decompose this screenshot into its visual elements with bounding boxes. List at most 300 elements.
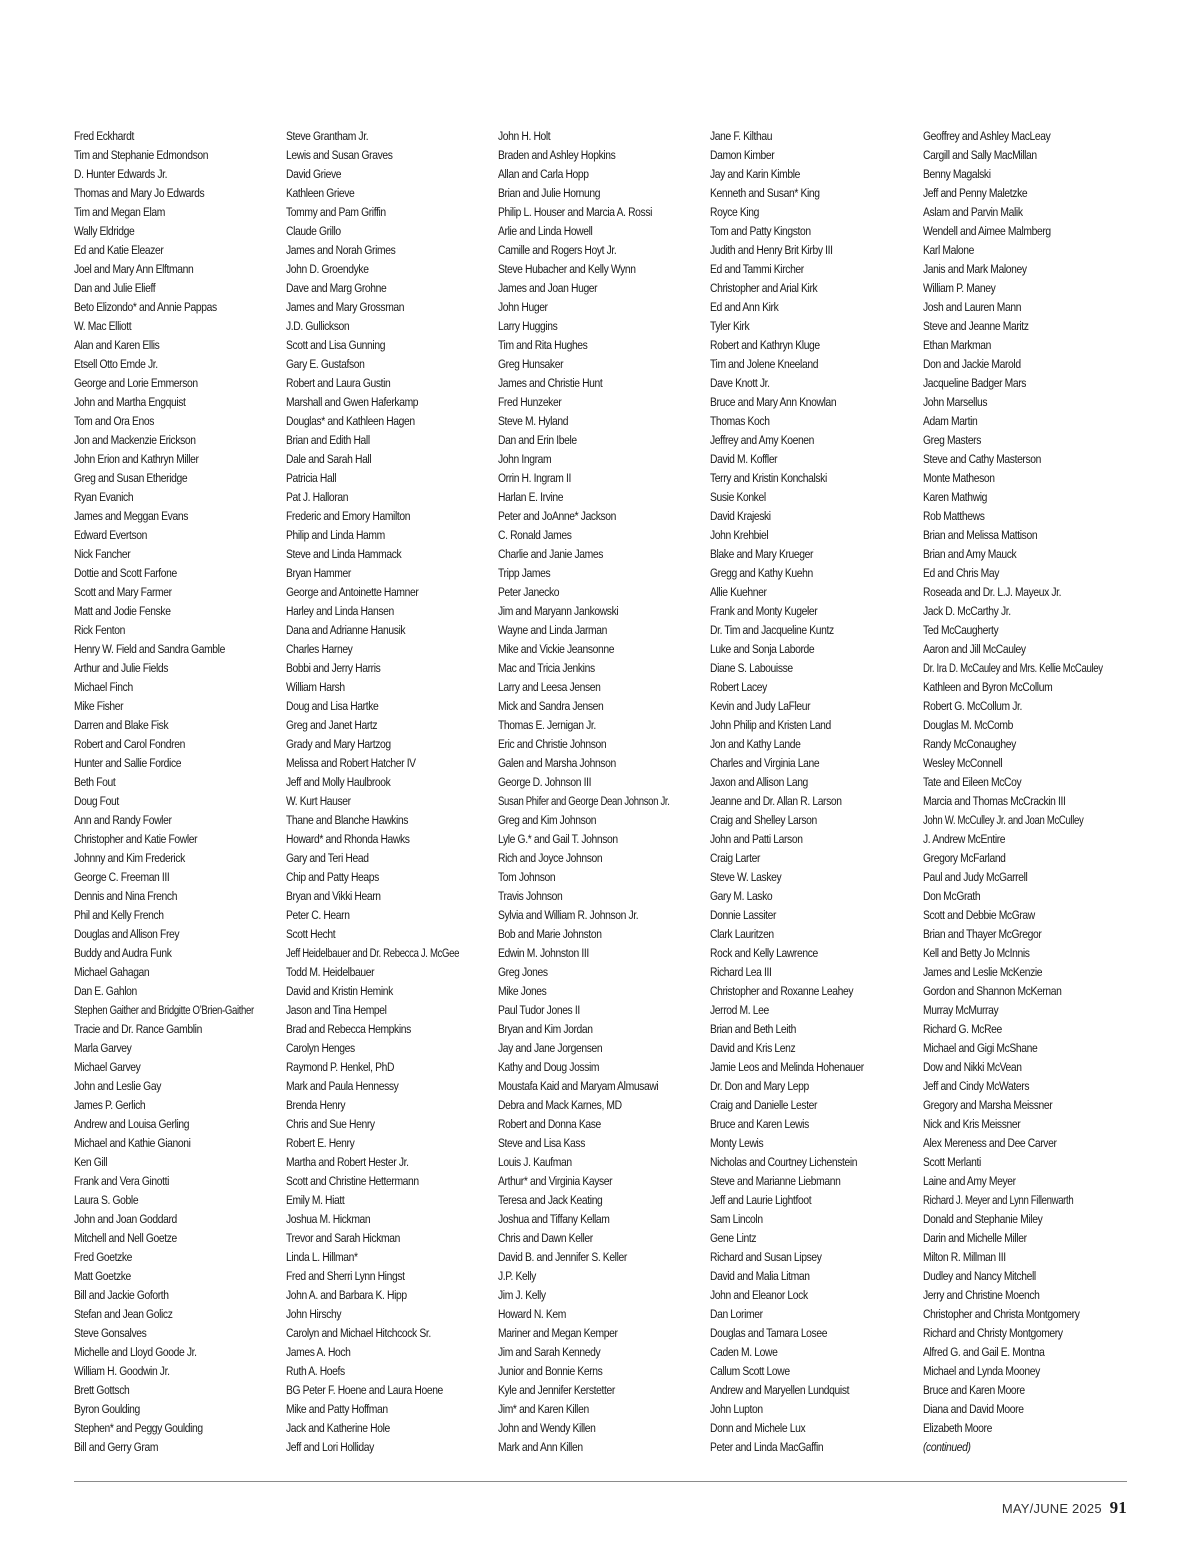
donor-name: John and Eleanor Lock [710, 1288, 808, 1302]
donor-name: Charles Harney [286, 642, 353, 656]
donor-name: John and Joan Goddard [74, 1212, 177, 1226]
donor-name: Linda L. Hillman* [286, 1250, 358, 1264]
donor-name: Jim* and Karen Killen [498, 1402, 589, 1416]
donor-name: Travis Johnson [498, 889, 563, 903]
donor-name: Moustafa Kaid and Maryam Almusawi [498, 1079, 659, 1093]
donor-name: Jane F. Kilthau [710, 129, 773, 143]
donor-name: Bruce and Mary Ann Knowlan [710, 395, 837, 409]
donor-name: Jim J. Kelly [498, 1288, 546, 1302]
donor-name: John Hirschy [286, 1307, 342, 1321]
donor-name: Clark Lauritzen [710, 927, 774, 941]
donor-name: Larry Huggins [498, 319, 558, 333]
donor-name: Chip and Patty Heaps [286, 870, 379, 884]
donor-name: Dave Knott Jr. [710, 376, 770, 390]
donor-name: Tyler Kirk [710, 319, 750, 333]
donor-name: Roseada and Dr. L.J. Mayeux Jr. [923, 585, 1062, 599]
donor-name: Orrin H. Ingram II [498, 471, 571, 485]
donor-name: Tommy and Pam Griffin [286, 205, 386, 219]
donor-name: James A. Hoch [286, 1345, 351, 1359]
donor-name: Donnie Lassiter [710, 908, 777, 922]
donor-name: Monte Matheson [923, 471, 995, 485]
donor-name: Brenda Henry [286, 1098, 346, 1112]
donor-name: Ed and Katie Eleazer [74, 243, 164, 257]
donor-name: Steve and Linda Hammack [286, 547, 402, 561]
donor-name: Byron Goulding [74, 1402, 140, 1416]
donor-name: Caden M. Lowe [710, 1345, 778, 1359]
donor-name: C. Ronald James [498, 528, 572, 542]
donor-name: Dana and Adrianne Hanusik [286, 623, 406, 637]
donor-name: Mike and Patty Hoffman [286, 1402, 388, 1416]
donor-name: Richard and Susan Lipsey [710, 1250, 822, 1264]
donor-name: Tracie and Dr. Rance Gamblin [74, 1022, 202, 1036]
donor-name: David and Malia Litman [710, 1269, 810, 1283]
donor-name: Jay and Jane Jorgensen [498, 1041, 603, 1055]
donor-name: John H. Holt [498, 129, 551, 143]
donor-name: Jon and Kathy Lande [710, 737, 801, 751]
donor-name: Frank and Monty Kugeler [710, 604, 818, 618]
donor-name: Michael Gahagan [74, 965, 150, 979]
donor-name: Brian and Julie Hornung [498, 186, 601, 200]
donor-name: Craig and Danielle Lester [710, 1098, 818, 1112]
donor-name: Thomas E. Jernigan Jr. [498, 718, 596, 732]
donor-name: Gregory and Marsha Meissner [923, 1098, 1053, 1112]
donor-name: Tom and Ora Enos [74, 414, 155, 428]
donor-name: Andrew and Maryellen Lundquist [710, 1383, 850, 1397]
donor-name: Christopher and Christa Montgomery [923, 1307, 1080, 1321]
donor-name: Douglas* and Kathleen Hagen [286, 414, 415, 428]
donor-name: Brad and Rebecca Hempkins [286, 1022, 411, 1036]
donor-name: Howard* and Rhonda Hawks [286, 832, 410, 846]
donor-name: Bruce and Karen Lewis [710, 1117, 809, 1131]
donor-name: Peter and Linda MacGaffin [710, 1440, 824, 1454]
donor-name: Melissa and Robert Hatcher IV [286, 756, 416, 770]
donor-name: Mike Jones [498, 984, 547, 998]
donor-name: Douglas and Allison Frey [74, 927, 180, 941]
donor-name: Steve and Cathy Masterson [923, 452, 1042, 466]
donor-name: Tim and Jolene Kneeland [710, 357, 819, 371]
donor-name: Laine and Amy Meyer [923, 1174, 1016, 1188]
donor-name: Etsell Otto Emde Jr. [74, 357, 158, 371]
donor-name: James and Leslie McKenzie [923, 965, 1043, 979]
donor-name: John D. Groendyke [286, 262, 369, 276]
donor-name: James and Norah Grimes [286, 243, 396, 257]
donor-name: Douglas and Tamara Losee [710, 1326, 828, 1340]
donor-name: James P. Gerlich [74, 1098, 146, 1112]
donor-name: Donald and Stephanie Miley [923, 1212, 1043, 1226]
donor-name: Nick and Kris Meissner [923, 1117, 1021, 1131]
donor-name: John Ingram [498, 452, 552, 466]
donor-name: Janis and Mark Maloney [923, 262, 1027, 276]
donor-name: Bruce and Karen Moore [923, 1383, 1025, 1397]
donor-name: Donn and Michele Lux [710, 1421, 806, 1435]
donor-name: Todd M. Heidelbauer [286, 965, 375, 979]
donor-name: Doug and Lisa Hartke [286, 699, 379, 713]
donor-name: Karen Mathwig [923, 490, 987, 504]
donor-name: Dr. Ira D. McCauley and Mrs. Kellie McCauley [923, 661, 1103, 675]
donor-name: Lyle G.* and Gail T. Johnson [498, 832, 618, 846]
donor-name: Gary E. Gustafson [286, 357, 365, 371]
donor-name: Greg Hunsaker [498, 357, 564, 371]
donor-name: Darren and Blake Fisk [74, 718, 169, 732]
donor-name: David and Kris Lenz [710, 1041, 796, 1055]
donor-name: Dan and Erin Ibele [498, 433, 577, 447]
donor-name: Tripp James [498, 566, 551, 580]
donor-name: Philip and Linda Hamm [286, 528, 385, 542]
donor-name: Ed and Tammi Kircher [710, 262, 804, 276]
donor-name: Scott and Lisa Gunning [286, 338, 386, 352]
donor-name: Christopher and Arial Kirk [710, 281, 818, 295]
donor-name: John Krehbiel [710, 528, 769, 542]
donor-name: Rob Matthews [923, 509, 985, 523]
donor-name: Chris and Dawn Keller [498, 1231, 593, 1245]
donor-name: John Erion and Kathryn Miller [74, 452, 199, 466]
footer-divider [74, 1481, 1127, 1482]
donor-name: Tim and Rita Hughes [498, 338, 588, 352]
donor-name: David Grieve [286, 167, 342, 181]
donor-name: George and Lorie Emmerson [74, 376, 198, 390]
donor-name: Marla Garvey [74, 1041, 132, 1055]
donor-name: Arthur and Julie Fields [74, 661, 169, 675]
donor-name: Brian and Thayer McGregor [923, 927, 1042, 941]
donor-name: Richard and Christy Montgomery [923, 1326, 1063, 1340]
donor-name: William P. Maney [923, 281, 996, 295]
donor-name: Greg and Janet Hartz [286, 718, 378, 732]
donor-name: Robert E. Henry [286, 1136, 355, 1150]
donor-name: Aaron and Jill McCauley [923, 642, 1026, 656]
donor-name: Bryan and Vikki Hearn [286, 889, 381, 903]
donor-name: Jeff and Laurie Lightfoot [710, 1193, 812, 1207]
donor-name: W. Mac Elliott [74, 319, 132, 333]
donor-name: W. Kurt Hauser [286, 794, 351, 808]
donor-name: Mike and Vickie Jeansonne [498, 642, 615, 656]
donor-name: Carolyn and Michael Hitchcock Sr. [286, 1326, 431, 1340]
donor-name: Ethan Markman [923, 338, 992, 352]
donor-name: Paul Tudor Jones II [498, 1003, 580, 1017]
donor-name: Jim and Maryann Jankowski [498, 604, 619, 618]
donor-column-5 [923, 127, 1134, 1457]
donor-name: Patricia Hall [286, 471, 337, 485]
donor-name: Dr. Tim and Jacqueline Kuntz [710, 623, 834, 637]
donor-name: David and Kristin Hemink [286, 984, 393, 998]
donor-name: Christopher and Katie Fowler [74, 832, 198, 846]
donor-name: Michael and Lynda Mooney [923, 1364, 1040, 1378]
donor-name: Mick and Sandra Jensen [498, 699, 604, 713]
donor-name: Beth Fout [74, 775, 116, 789]
donor-name: Larry and Leesa Jensen [498, 680, 601, 694]
donor-name: Joshua and Tiffany Kellam [498, 1212, 610, 1226]
donor-name: Andrew and Louisa Gerling [74, 1117, 190, 1131]
donor-name: Beto Elizondo* and Annie Pappas [74, 300, 217, 314]
donor-name: Mark and Paula Hennessy [286, 1079, 399, 1093]
donor-name: John and Leslie Gay [74, 1079, 162, 1093]
donor-name: Jason and Tina Hempel [286, 1003, 387, 1017]
donor-name: Fred and Sherri Lynn Hingst [286, 1269, 405, 1283]
donor-name: Jeff and Lori Holliday [286, 1440, 374, 1454]
donor-name: Raymond P. Henkel, PhD [286, 1060, 395, 1074]
donor-name: Ed and Chris May [923, 566, 1000, 580]
donor-column-3 [498, 127, 703, 1457]
donor-name: Steve W. Laskey [710, 870, 782, 884]
donor-name: Greg Masters [923, 433, 982, 447]
donor-name: Phil and Kelly French [74, 908, 164, 922]
donor-name: Jeffrey and Amy Koenen [710, 433, 815, 447]
donor-name: Adam Martin [923, 414, 978, 428]
donor-name: Kenneth and Susan* King [710, 186, 820, 200]
donor-name: Greg and Kim Johnson [498, 813, 597, 827]
continued-note: (continued) [923, 1440, 971, 1454]
donor-name: Stephen Gaither and Bridgitte O’Brien-Gaither [74, 1003, 254, 1017]
donor-name: George and Antoinette Hamner [286, 585, 419, 599]
donor-name: Jerry and Christine Moench [923, 1288, 1040, 1302]
donor-name: Aslam and Parvin Malik [923, 205, 1023, 219]
donor-name: Craig and Shelley Larson [710, 813, 817, 827]
donor-name: Eric and Christie Johnson [498, 737, 607, 751]
donor-name: Tim and Megan Elam [74, 205, 165, 219]
donor-name: David B. and Jennifer S. Keller [498, 1250, 627, 1264]
donor-name: Robert and Carol Fondren [74, 737, 185, 751]
donor-name: Richard G. McRee [923, 1022, 1002, 1036]
donor-name: Bryan and Kim Jordan [498, 1022, 593, 1036]
donor-name: Laura S. Goble [74, 1193, 139, 1207]
donor-name: Carolyn Henges [286, 1041, 355, 1055]
donor-name: Don and Jackie Marold [923, 357, 1021, 371]
donor-name: Dr. Don and Mary Lepp [710, 1079, 809, 1093]
donor-name: Jerrod M. Lee [710, 1003, 769, 1017]
donor-name: J. Andrew McEntire [923, 832, 1006, 846]
donor-name: Tom and Patty Kingston [710, 224, 811, 238]
donor-name: Kathleen Grieve [286, 186, 355, 200]
donor-name: Michael and Kathie Gianoni [74, 1136, 191, 1150]
donor-name: Milton R. Millman III [923, 1250, 1006, 1264]
donor-name: Buddy and Audra Funk [74, 946, 172, 960]
donor-name: D. Hunter Edwards Jr. [74, 167, 168, 181]
donor-name: Michael Garvey [74, 1060, 141, 1074]
donor-name: Ann and Randy Fowler [74, 813, 172, 827]
donor-name: Scott and Mary Farmer [74, 585, 172, 599]
donor-name: Doug Fout [74, 794, 119, 808]
donor-name: Sylvia and William R. Johnson Jr. [498, 908, 639, 922]
donor-name: Mac and Tricia Jenkins [498, 661, 595, 675]
donor-name: Gregory McFarland [923, 851, 1006, 865]
donor-name: Tom Johnson [498, 870, 556, 884]
donor-name: Jeff Heidelbauer and Dr. Rebecca J. McGee [286, 946, 460, 960]
donor-name: Joel and Mary Ann Elftmann [74, 262, 194, 276]
donor-name: Brian and Beth Leith [710, 1022, 797, 1036]
donor-name: Richard J. Meyer and Lynn Fillenwarth [923, 1193, 1074, 1207]
donor-name: Steve Grantham Jr. [286, 129, 369, 143]
donor-name: Louis J. Kaufman [498, 1155, 572, 1169]
donor-name: Don McGrath [923, 889, 981, 903]
donor-name: Frank and Vera Ginotti [74, 1174, 170, 1188]
donor-list [74, 127, 1134, 1462]
donor-name: Dan Lorimer [710, 1307, 763, 1321]
donor-name: Pat J. Halloran [286, 490, 349, 504]
donor-name: Gary and Teri Head [286, 851, 369, 865]
donor-name: Alfred G. and Gail E. Montna [923, 1345, 1045, 1359]
donor-name: Chris and Sue Henry [286, 1117, 375, 1131]
page-number: 91 [1109, 1498, 1127, 1517]
page-footer [1002, 1498, 1127, 1518]
donor-name: Stefan and Jean Golicz [74, 1307, 173, 1321]
donor-name: Arlie and Linda Howell [498, 224, 593, 238]
donor-name: Stephen* and Peggy Goulding [74, 1421, 203, 1435]
donor-name: Grady and Mary Hartzog [286, 737, 391, 751]
donor-name: Joshua M. Hickman [286, 1212, 371, 1226]
donor-name: Hunter and Sallie Fordice [74, 756, 182, 770]
donor-name: Alan and Karen Ellis [74, 338, 160, 352]
donor-name: Steve Hubacher and Kelly Wynn [498, 262, 636, 276]
donor-name: Fred Goetzke [74, 1250, 133, 1264]
donor-name: Howard N. Kem [498, 1307, 566, 1321]
donor-name: Elizabeth Moore [923, 1421, 992, 1435]
donor-name: Brian and Edith Hall [286, 433, 370, 447]
donor-name: Dan and Julie Elieff [74, 281, 156, 295]
donor-name: Steve M. Hyland [498, 414, 569, 428]
donor-name: Gregg and Kathy Kuehn [710, 566, 813, 580]
donor-name: David Krajeski [710, 509, 771, 523]
donor-name: Rich and Joyce Johnson [498, 851, 603, 865]
donor-name: Thomas and Mary Jo Edwards [74, 186, 205, 200]
donor-name: Susie Konkel [710, 490, 766, 504]
donor-name: John W. McCulley Jr. and Joan McCulley [923, 813, 1084, 827]
donor-name: Jeff and Cindy McWaters [923, 1079, 1030, 1093]
donor-name: Alex Mereness and Dee Carver [923, 1136, 1057, 1150]
donor-name: Ken Gill [74, 1155, 108, 1169]
donor-name: Edwin M. Johnston III [498, 946, 589, 960]
donor-name: George D. Johnson III [498, 775, 592, 789]
donor-name: John and Martha Engquist [74, 395, 186, 409]
donor-name: Jacqueline Badger Mars [923, 376, 1027, 390]
donor-name: J.D. Gullickson [286, 319, 350, 333]
donor-name: Dave and Marg Grohne [286, 281, 387, 295]
donor-name: Diane S. Labouisse [710, 661, 793, 675]
donor-name: Christopher and Roxanne Leahey [710, 984, 854, 998]
donor-name: Nick Fancher [74, 547, 131, 561]
donor-name: David M. Koffler [710, 452, 778, 466]
donor-name: Harley and Linda Hansen [286, 604, 394, 618]
donor-name: Gene Lintz [710, 1231, 757, 1245]
donor-name: Dan E. Gahlon [74, 984, 137, 998]
donor-name: Arthur* and Virginia Kayser [498, 1174, 613, 1188]
donor-name: BG Peter F. Hoene and Laura Hoene [286, 1383, 443, 1397]
donor-name: Tate and Eileen McCoy [923, 775, 1022, 789]
donor-name: Junior and Bonnie Kerns [498, 1364, 603, 1378]
donor-name: Johnny and Kim Frederick [74, 851, 185, 865]
donor-name: Murray McMurray [923, 1003, 999, 1017]
donor-name: Bryan Hammer [286, 566, 351, 580]
donor-name: Michael Finch [74, 680, 133, 694]
donor-name: Thomas Koch [710, 414, 770, 428]
donor-name: Karl Malone [923, 243, 974, 257]
donor-name: Blake and Mary Krueger [710, 547, 814, 561]
donor-name: Henry W. Field and Sandra Gamble [74, 642, 225, 656]
donor-name: Ryan Evanich [74, 490, 134, 504]
donor-name: John Huger [498, 300, 548, 314]
donor-name: Emily M. Hiatt [286, 1193, 345, 1207]
donor-name: Paul and Judy McGarrell [923, 870, 1028, 884]
donor-name: J.P. Kelly [498, 1269, 536, 1283]
donor-name: Mike Fisher [74, 699, 124, 713]
donor-name: Josh and Lauren Mann [923, 300, 1022, 314]
donor-name: Steve and Marianne Liebmann [710, 1174, 841, 1188]
donor-name: Edward Evertson [74, 528, 147, 542]
donor-name: John A. and Barbara K. Hipp [286, 1288, 407, 1302]
donor-name: Scott Merlanti [923, 1155, 981, 1169]
donor-name: Jaxon and Allison Lang [710, 775, 808, 789]
donor-name: Gary M. Lasko [710, 889, 773, 903]
donor-name: Susan Phifer and George Dean Johnson Jr. [498, 794, 670, 808]
donor-column-2 [286, 127, 491, 1457]
donor-name: Camille and Rogers Hoyt Jr. [498, 243, 617, 257]
donor-name: Rock and Kelly Lawrence [710, 946, 818, 960]
donor-name: Gordon and Shannon McKernan [923, 984, 1062, 998]
donor-name: Ted McCaugherty [923, 623, 999, 637]
donor-name: Allie Kuehner [710, 585, 767, 599]
donor-name: Harlan E. Irvine [498, 490, 564, 504]
donor-name: Steve Gonsalves [74, 1326, 147, 1340]
donor-name: Mitchell and Nell Goetze [74, 1231, 177, 1245]
donor-name: Matt Goetzke [74, 1269, 131, 1283]
donor-name: Bobbi and Jerry Harris [286, 661, 381, 675]
donor-name: Rick Fenton [74, 623, 125, 637]
donor-name: Craig Larter [710, 851, 761, 865]
donor-name: Bill and Gerry Gram [74, 1440, 159, 1454]
donor-name: Wally Eldridge [74, 224, 135, 238]
donor-name: Dennis and Nina French [74, 889, 178, 903]
donor-name: John Philip and Kristen Land [710, 718, 831, 732]
donor-name: Debra and Mack Karnes, MD [498, 1098, 622, 1112]
donor-name: George C. Freeman III [74, 870, 170, 884]
donor-name: James and Meggan Evans [74, 509, 188, 523]
donor-name: Wayne and Linda Jarman [498, 623, 608, 637]
donor-name: Matt and Jodie Fenske [74, 604, 171, 618]
donor-name: Braden and Ashley Hopkins [498, 148, 616, 162]
donor-name: Robert and Kathryn Kluge [710, 338, 820, 352]
donor-name: Richard Lea III [710, 965, 772, 979]
donor-name: Dudley and Nancy Mitchell [923, 1269, 1036, 1283]
donor-name: Ruth A. Hoefs [286, 1364, 345, 1378]
donor-name: Kyle and Jennifer Kerstetter [498, 1383, 615, 1397]
donor-name: Jim and Sarah Kennedy [498, 1345, 601, 1359]
donor-name: Wesley McConnell [923, 756, 1003, 770]
donor-name: Sam Lincoln [710, 1212, 763, 1226]
donor-name: Fred Eckhardt [74, 129, 134, 143]
donor-name: Luke and Sonja Laborde [710, 642, 815, 656]
donor-name: James and Mary Grossman [286, 300, 405, 314]
donor-name: Jon and Mackenzie Erickson [74, 433, 196, 447]
donor-name: Jack D. McCarthy Jr. [923, 604, 1011, 618]
donor-name: Mark and Ann Killen [498, 1440, 583, 1454]
donor-name: Dow and Nikki McVean [923, 1060, 1022, 1074]
donor-name: Philip L. Houser and Marcia A. Rossi [498, 205, 653, 219]
donor-name: Marcia and Thomas McCrackin III [923, 794, 1066, 808]
donor-name: Kell and Betty Jo McInnis [923, 946, 1030, 960]
donor-name: Scott Hecht [286, 927, 336, 941]
donor-name: John and Wendy Killen [498, 1421, 596, 1435]
donor-name: Charles and Virginia Lane [710, 756, 820, 770]
donor-name: Jack and Katherine Hole [286, 1421, 390, 1435]
donor-name: Kevin and Judy LaFleur [710, 699, 811, 713]
donor-name: Robert Lacey [710, 680, 767, 694]
donor-name: Ed and Ann Kirk [710, 300, 779, 314]
donor-name: Kathy and Doug Jossim [498, 1060, 600, 1074]
issue-date: MAY/JUNE 2025 [1001, 1501, 1102, 1516]
donor-name: Cargill and Sally MacMillan [923, 148, 1037, 162]
donor-name: Diana and David Moore [923, 1402, 1024, 1416]
donor-name: Dottie and Scott Farfone [74, 566, 177, 580]
donor-name: Michael and Gigi McShane [923, 1041, 1038, 1055]
donor-name: Nicholas and Courtney Lichenstein [710, 1155, 858, 1169]
